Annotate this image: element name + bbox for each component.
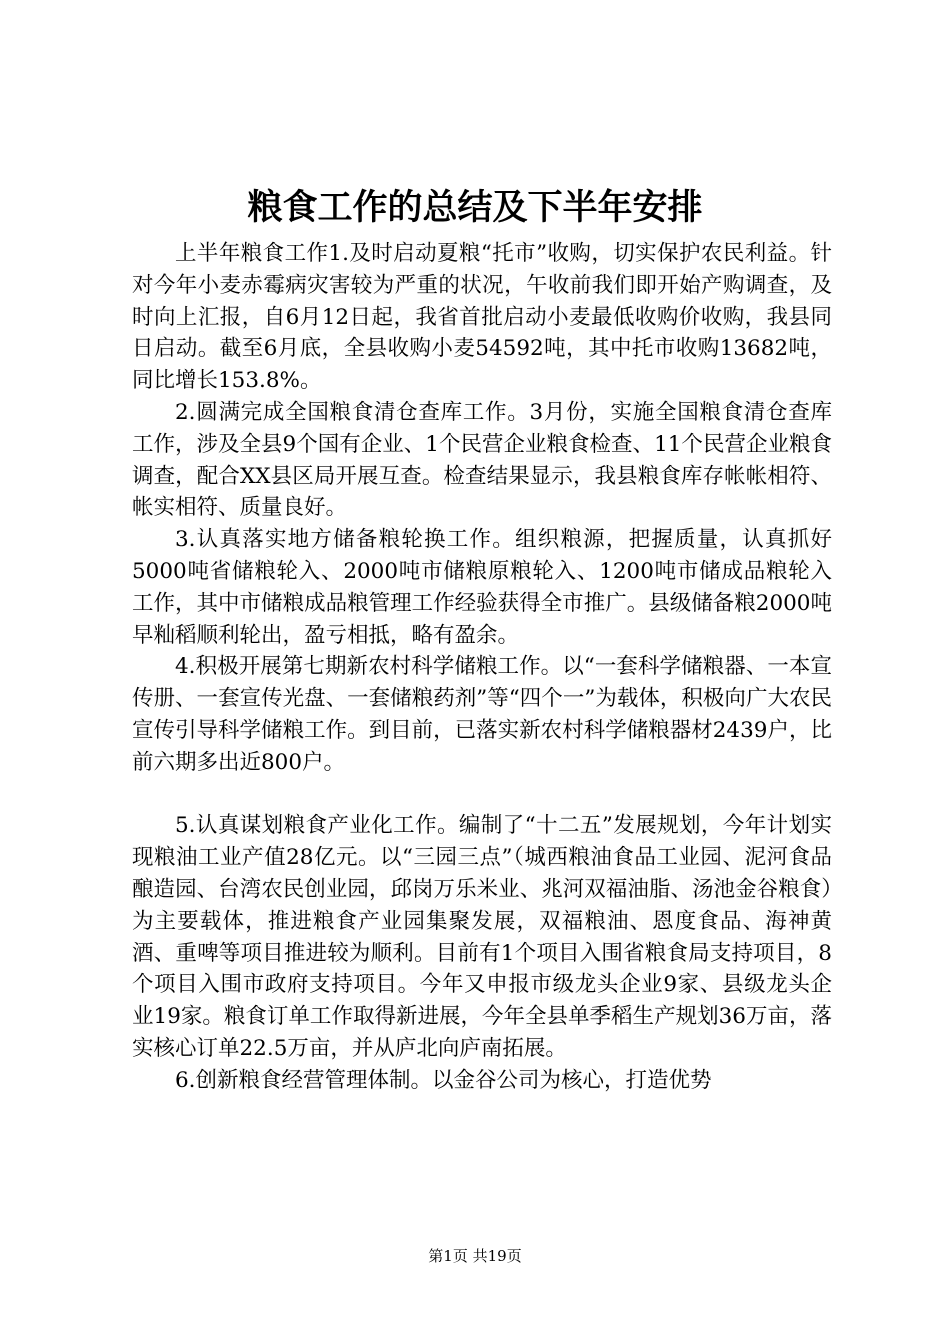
paragraph-5: 5.认真谋划粮食产业化工作。编制了“十二五”发展规划，今年计划实现粮油工业产值28亿元。以“三园三点”（城西粮油食品工业园、泥河食品酿造园、台湾农民创业园，邱岗万乐米业、兆河双福油脂、汤池金谷粮食）为主要载体，推进粮食产业园集聚发展，双福粮油、恩度食品、海神黄酒、重啤等项目推进较为顺利。目前有1个项目入围省粮食局支持项目，8个项目入围市政府支持项目。今年又申报市级龙头企业9家、县级龙头企业19家。粮食订单工作取得新进展，今年全县单季稻生产规划36万亩，落实核心订单22.5万亩，并从庐北向庐南拓展。 — [132, 813, 832, 1061]
paragraph-1: 上半年粮食工作1.及时启动夏粮“托市”收购，切实保护农民利益。针对今年小麦赤霉病灾害较为严重的状况，午收前我们即开始产购调查，及时向上汇报，自6月12日起，我省首批启动小麦最低收购价收购，我县同日启动。截至6月底，全县收购小麦54592吨，其中托市收购13682吨，同比增长153.8%。 — [132, 241, 832, 394]
document-body — [132, 238, 832, 1097]
paragraph-6: 6.创新粮食经营管理体制。以金谷公司为核心，打造优势 — [175, 1067, 712, 1093]
document-title: 粮食工作的总结及下半年安排 — [247, 187, 703, 228]
paragraph-2: 2.圆满完成全国粮食清仓查库工作。3月份，实施全国粮食清仓查库工作，涉及全县9个国有企业、1个民营企业粮食检查、11个民营企业粮食调查，配合XX县区局开展互查。检查结果显示，我县粮食库存帐帐相符、帐实相符、质量良好。 — [132, 399, 832, 521]
paragraph-3: 3.认真落实地方储备粮轮换工作。组织粮源，把握质量，认真抓好5000吨省储粮轮入、2000吨市储粮原粮轮入、1200吨市储成品粮轮入工作，其中市储粮成品粮管理工作经验获得全市推广。县级储备粮2000吨早籼稻顺利轮出，盈亏相抵，略有盈余。 — [132, 527, 832, 648]
page-footer: 第1页 共19页 — [428, 1247, 522, 1265]
paragraph-4: 4.积极开展第七期新农村科学储粮工作。以“一套科学储粮器、一本宣传册、一套宣传光盘、一套储粮药剂”等“四个一”为载体，积极向广大农民宣传引导科学储粮工作。到目前，已落实新农村科学储粮器材2439户，比前六期多出近800户。 — [132, 654, 832, 775]
